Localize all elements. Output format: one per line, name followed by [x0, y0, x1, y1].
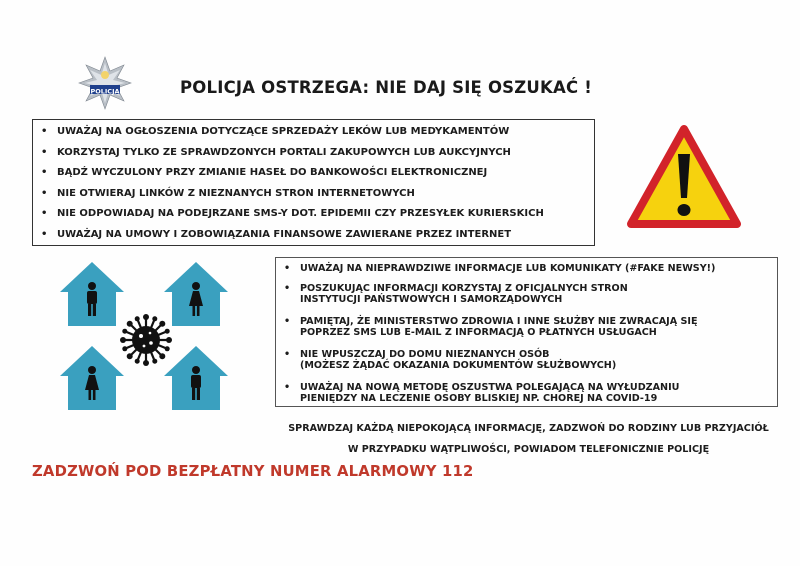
list-item — [284, 263, 769, 275]
advice-line: SPRAWDZAJ KAŻDĄ NIEPOKOJĄCĄ INFORMACJĘ, ZADZWOŃ DO RODZINY LUB PRZYJACIÓŁ — [288, 423, 769, 434]
bullet: • — [41, 167, 48, 178]
list-item — [41, 227, 586, 248]
bullet: • — [41, 146, 48, 158]
warnings-list-box — [32, 119, 595, 246]
bullet: • — [284, 348, 291, 360]
bullet: • — [284, 315, 291, 327]
page-title: POLICJA OSTRZEGA: NIE DAJ SIĘ OSZUKAĆ ! — [180, 78, 592, 97]
list-item — [284, 316, 769, 339]
list-item-text: UWAŻAJ NA NIEPRAWDZIWE INFORMACJE LUB KOMUNIKATY (#FAKE NEWSY!) — [300, 263, 716, 274]
list-item-text: UWAŻAJ NA UMOWY I ZOBOWIĄZANIA FINANSOWE ZAWIERANE PRZEZ INTERNET — [57, 228, 512, 240]
bullet: • — [284, 282, 291, 294]
list-item — [284, 349, 769, 372]
list-item — [41, 165, 586, 186]
alarm-number-callout: ZADZWOŃ POD BEZPŁATNY NUMER ALARMOWY 112 — [32, 463, 474, 480]
list-item-text-line2: PIENIĘDZY NA LECZENIE OSOBY BLISKIEJ NP. CHOREJ NA COVID-19 — [300, 393, 658, 404]
list-item-text: NIE ODPOWIADAJ NA PODEJRZANE SMS-Y DOT. EPIDEMII CZY PRZESYŁEK KURIERSKICH — [57, 208, 544, 219]
house-person-icon — [60, 262, 124, 326]
advice-notes — [276, 418, 781, 460]
list-item-text: NIE OTWIERAJ LINKÓW Z NIEZNANYCH STRON INTERNETOWYCH — [57, 187, 415, 199]
bullet: • — [41, 187, 48, 199]
list-item-text: NIE WPUSZCZAJ DO DOMU NIEZNANYCH OSÓB — [300, 348, 550, 360]
list-item-text: PAMIĘTAJ, ŻE MINISTERSTWO ZDROWIA I INNE SŁUŻBY NIE ZWRACAJĄ SIĘ — [300, 315, 698, 327]
list-item-text-line2: INSTYTUCJI PAŃSTWOWYCH I SAMORZĄDOWYCH — [300, 294, 563, 305]
list-item — [41, 206, 586, 227]
police-star-badge-icon — [78, 56, 132, 110]
bullet: • — [284, 263, 291, 274]
list-item-text: UWAŻAJ NA NOWĄ METODĘ OSZUSTWA POLEGAJĄCĄ NA WYŁUDZANIU — [300, 381, 680, 393]
bullet: • — [284, 381, 291, 393]
list-item-text: KORZYSTAJ TYLKO ZE SPRAWDZONYCH PORTALI ZAKUPOWYCH LUB AUKCYJNYCH — [57, 146, 511, 158]
bullet: • — [41, 228, 48, 240]
list-item — [41, 124, 586, 145]
list-item — [41, 145, 586, 166]
virus-icon — [120, 314, 172, 366]
house-person-icon — [60, 346, 124, 410]
warning-triangle-icon — [626, 124, 742, 230]
information-list-box — [275, 257, 778, 407]
list-item-text-line2: POPRZEZ SMS LUB E-MAIL Z INFORMACJĄ O PŁATNYCH USŁUGACH — [300, 327, 657, 338]
list-item-text: POSZUKUJĄC INFORMACJI KORZYSTAJ Z OFICJALNYCH STRON — [300, 282, 628, 294]
list-item-text: BĄDŹ WYCZULONY PRZY ZMIANIE HASEŁ DO BANKOWOŚCI ELEKTRONICZNEJ — [57, 167, 488, 178]
list-item-text: UWAŻAJ NA OGŁOSZENIA DOTYCZĄCE SPRZEDAŻY LEKÓW LUB MEDYKAMENTÓW — [57, 126, 510, 137]
bullet: • — [41, 208, 48, 219]
house-person-icon — [164, 346, 228, 410]
list-item — [284, 382, 769, 405]
houses-illustration — [58, 262, 234, 410]
bullet: • — [41, 126, 48, 137]
list-item — [41, 186, 586, 207]
badge-label: POLICJA — [90, 87, 120, 96]
advice-line: W PRZYPADKU WĄTPLIWOŚCI, POWIADOM TELEFONICZNIE POLICJĘ — [347, 444, 710, 455]
list-item — [284, 283, 769, 306]
list-item-text-line2: (MOŻESZ ŻĄDAĆ OKAZANIA DOKUMENTÓW SŁUŻBOWYCH) — [300, 360, 617, 371]
house-person-icon — [164, 262, 228, 326]
